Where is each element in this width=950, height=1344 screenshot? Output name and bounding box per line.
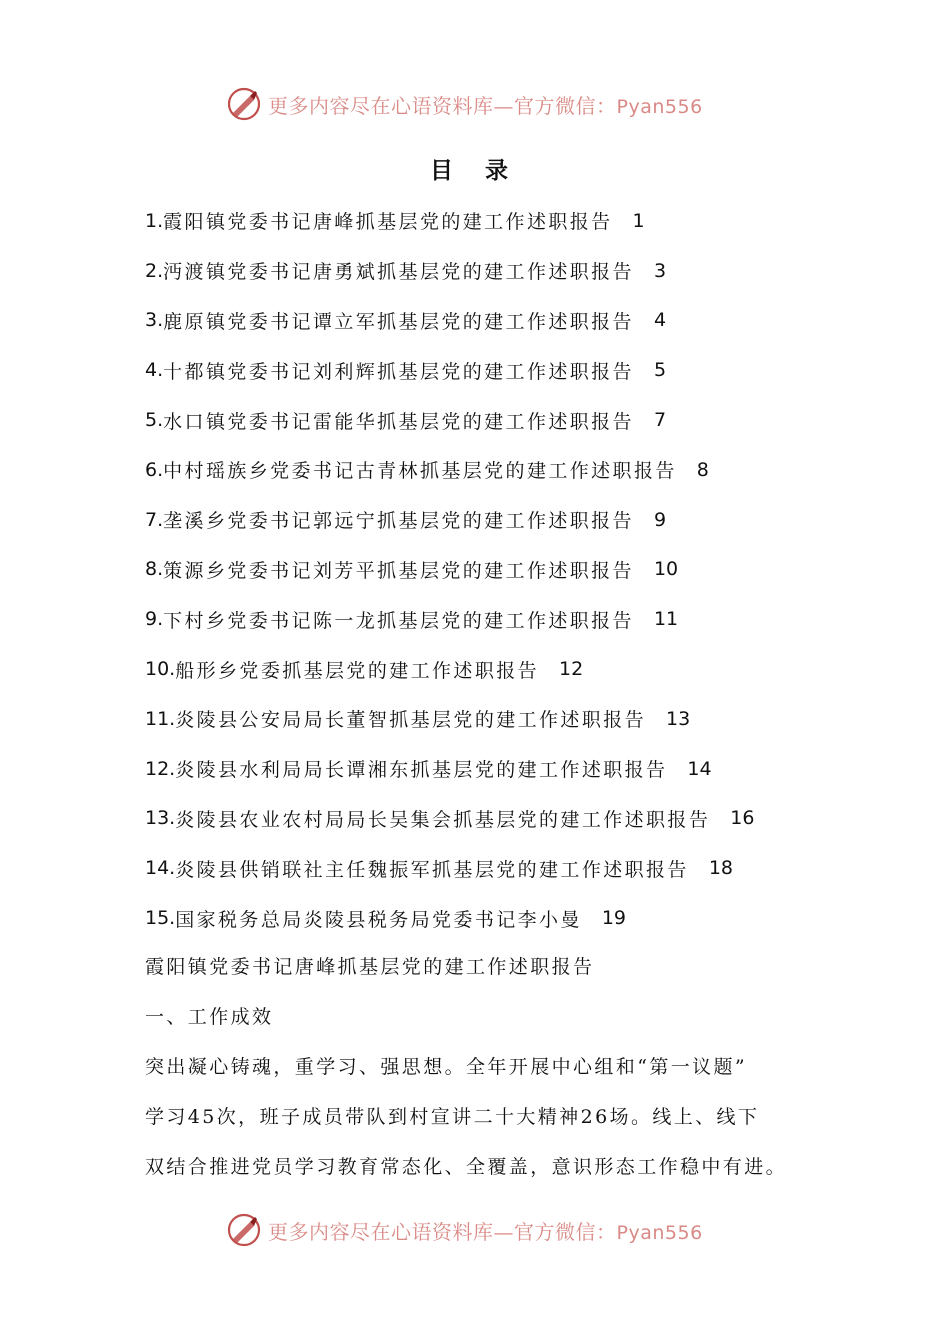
toc-item-8[interactable]: 8. 策源乡党委书记刘芳平抓基层党的建工作述职报告 10	[145, 558, 679, 582]
toc-item-15[interactable]: 15. 国家税务总局炎陵县税务局党委书记李小曼 19	[145, 907, 627, 931]
watermark-text: 更多内容尽在心语资料库—官方微信：Pyan556	[268, 1219, 703, 1244]
paragraph-line-1: 突出凝心铸魂，重学习、强思想。全年开展中心组和“第一议题”	[145, 1056, 748, 1078]
toc-item-12[interactable]: 12. 炎陵县水利局局长谭湘东抓基层党的建工作述职报告 14	[145, 757, 712, 782]
toc-item-4[interactable]: 4. 十都镇党委书记刘利辉抓基层党的建工作述职报告 5	[145, 359, 667, 383]
report-heading: 霞阳镇党委书记唐峰抓基层党的建工作述职报告	[145, 956, 595, 978]
toc-item-2[interactable]: 2. 沔渡镇党委书记唐勇斌抓基层党的建工作述职报告 3	[145, 259, 667, 284]
toc-item-10[interactable]: 10. 船形乡党委抓基层党的建工作述职报告 12	[145, 658, 584, 682]
toc-item-3[interactable]: 3. 鹿原镇党委书记谭立军抓基层党的建工作述职报告 4	[145, 309, 667, 333]
watermark-text: 更多内容尽在心语资料库—官方微信：Pyan556	[268, 93, 703, 118]
table-of-contents	[145, 196, 845, 943]
watermark-header	[226, 84, 703, 124]
toc-item-11[interactable]: 11. 炎陵县公安局局长董智抓基层党的建工作述职报告 13	[145, 707, 691, 732]
toc-item-7[interactable]: 7. 垄溪乡党委书记郭远宁抓基层党的建工作述职报告 9	[145, 508, 667, 533]
toc-item-6[interactable]: 6. 中村瑶族乡党委书记古青林抓基层党的建工作述职报告 8	[145, 458, 709, 483]
pen-logo-icon	[226, 86, 262, 122]
toc-item-13[interactable]: 13. 炎陵县农业农村局局长吴集会抓基层党的建工作述职报告 16	[145, 807, 755, 831]
toc-item-9[interactable]: 9. 下村乡党委书记陈一龙抓基层党的建工作述职报告 11	[145, 608, 679, 632]
paragraph-line-3: 双结合推进党员学习教育常态化、全覆盖，意识形态工作稳中有进。	[145, 1156, 788, 1178]
toc-item-14[interactable]: 14. 炎陵县供销联社主任魏振军抓基层党的建工作述职报告 18	[145, 857, 734, 881]
toc-item-1[interactable]: 1. 霞阳镇党委书记唐峰抓基层党的建工作述职报告 1	[145, 209, 645, 234]
pen-logo-icon	[226, 1212, 262, 1248]
toc-item-5[interactable]: 5. 水口镇党委书记雷能华抓基层党的建工作述职报告 7	[145, 409, 667, 433]
watermark-footer	[226, 1210, 703, 1250]
page-title: 目 录	[429, 158, 520, 184]
paragraph-line-2: 学习45次，班子成员带队到村宣讲二十大精神26场。线上、线下	[145, 1106, 760, 1128]
section-heading: 一、工作成效	[145, 1006, 274, 1028]
